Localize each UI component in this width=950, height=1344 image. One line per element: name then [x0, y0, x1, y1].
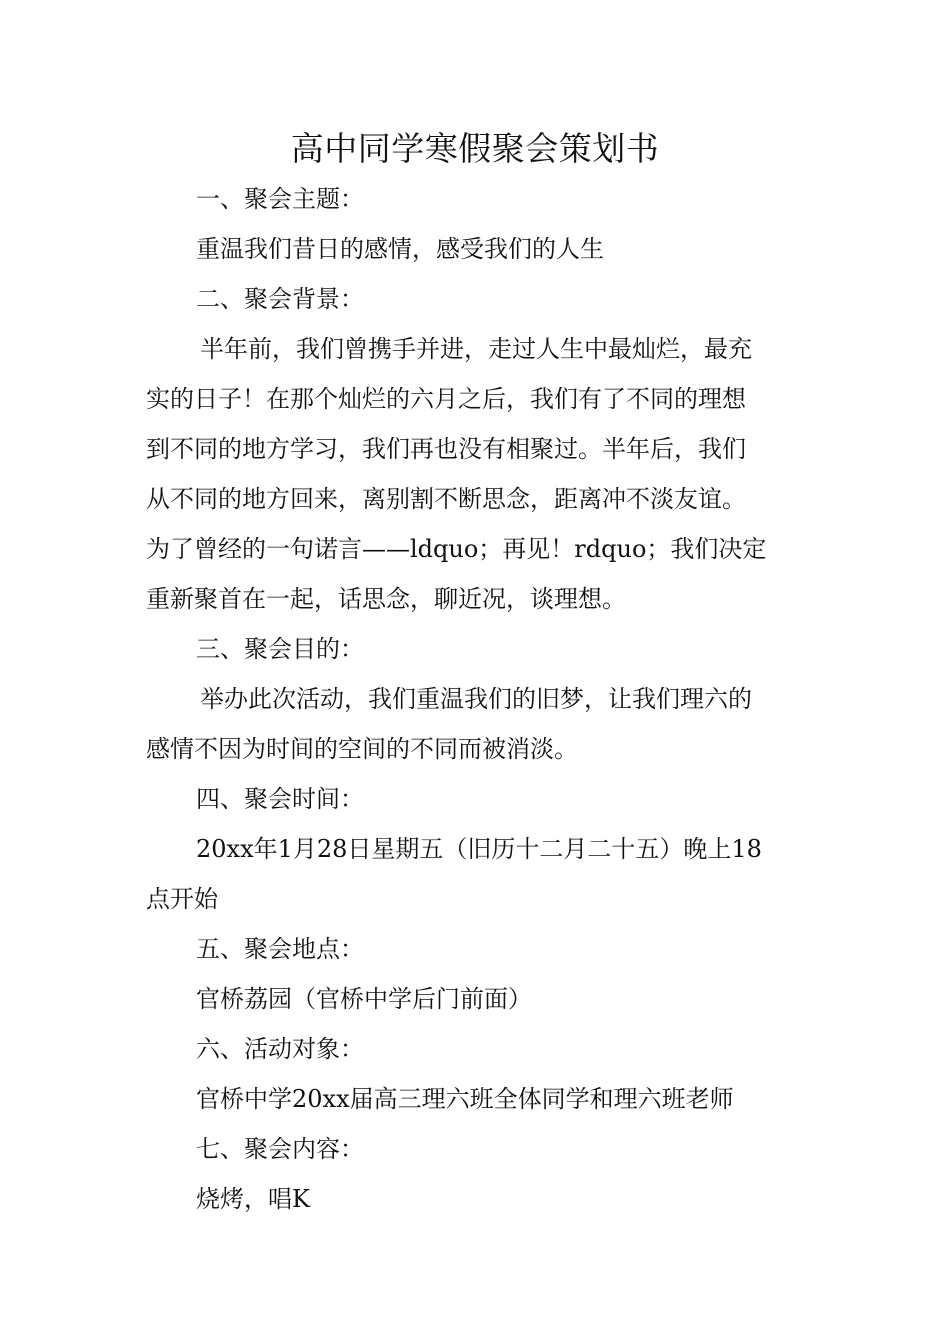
section-heading-time: 四、聚会时间： — [196, 785, 364, 813]
section-heading-background: 二、聚会背景： — [196, 285, 364, 313]
paragraph-line: 实的日子！在那个灿烂的六月之后，我们有了不同的理想 — [146, 385, 746, 413]
paragraph-line: 点开始 — [146, 885, 218, 913]
paragraph-line: 重新聚首在一起，话思念，聊近况，谈理想。 — [146, 585, 626, 613]
section-heading-theme: 一、聚会主题： — [196, 185, 364, 213]
section-heading-participants: 六、活动对象： — [196, 1035, 364, 1063]
section-heading-content: 七、聚会内容： — [196, 1135, 364, 1163]
paragraph-line: 为了曾经的一句诺言——ldquo；再见！rdquo；我们决定 — [146, 535, 767, 563]
paragraph-theme: 重温我们昔日的感情，感受我们的人生 — [196, 235, 604, 263]
paragraph-line: 举办此次活动，我们重温我们的旧梦，让我们理六的 — [200, 685, 752, 713]
paragraph-line: 到不同的地方学习，我们再也没有相聚过。半年后，我们 — [146, 435, 746, 463]
paragraph-content: 烧烤，唱K — [196, 1185, 310, 1213]
section-heading-purpose: 三、聚会目的： — [196, 635, 364, 663]
paragraph-line: 从不同的地方回来，离别割不断思念，距离冲不淡友谊。 — [146, 485, 746, 513]
paragraph-participants: 官桥中学20xx届高三理六班全体同学和理六班老师 — [196, 1085, 734, 1113]
paragraph-location: 官桥荔园（官桥中学后门前面） — [196, 985, 532, 1013]
paragraph-line: 半年前，我们曾携手并进，走过人生中最灿烂，最充 — [200, 335, 752, 363]
paragraph-line: 感情不因为时间的空间的不同而被消淡。 — [146, 735, 578, 763]
paragraph-line: 20xx年1月28日星期五（旧历十二月二十五）晚上18 — [196, 835, 762, 863]
document-title: 高中同学寒假聚会策划书 — [290, 129, 660, 168]
section-heading-location: 五、聚会地点： — [196, 935, 364, 963]
